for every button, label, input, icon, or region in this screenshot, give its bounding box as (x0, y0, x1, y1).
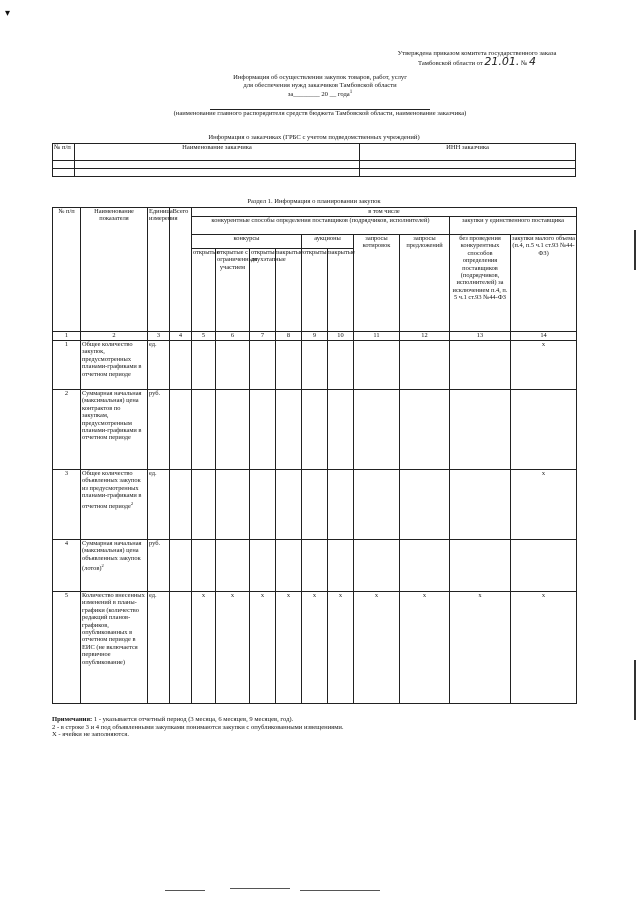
header-num: № п/п (53, 208, 81, 332)
row-footnote-mark: 2 (130, 500, 134, 506)
header-auctions: аукционы (302, 235, 354, 249)
period-footnote-mark: 1 (349, 90, 353, 96)
notes-label: Примечания: (52, 716, 93, 723)
row-indicator (81, 470, 148, 540)
header-single-supplier: закупки у единственного поставщика (450, 217, 577, 235)
header-contest-closed: закрытые (276, 249, 302, 332)
cell-not-filled: x (250, 592, 276, 704)
col-number: 13 (450, 332, 511, 341)
cell-not-filled: x (511, 592, 577, 704)
title-line1: Информация об осуществлении закупок товаров, работ, услуг (233, 74, 407, 81)
col-number: 7 (250, 332, 276, 341)
table-row (53, 540, 577, 592)
row-indicator-text: Общее количество объявленных закупок из предусмотренных планами-графиками в отчетном периоде (82, 470, 142, 510)
col-number: 1 (53, 332, 81, 341)
col-number: 5 (192, 332, 216, 341)
note-1-text: 1 - указывается отчетный период (3 месяца, 6 месяцев, 9 месяцев, год). (93, 716, 294, 723)
row-number: 5 (53, 592, 81, 704)
col-number: 10 (328, 332, 354, 341)
col-number: 14 (511, 332, 577, 341)
cell-not-filled: x (400, 592, 450, 704)
col-number: 6 (216, 332, 250, 341)
cell-not-filled: x (511, 341, 577, 390)
header-quotes: запросы котировок (354, 235, 400, 332)
col-number: 3 (148, 332, 170, 341)
header-including: в том числе (192, 208, 577, 217)
title-line2: для обеспечения нужд заказчиков Тамбовской области (243, 81, 397, 89)
approval-line1: Утверждена приказом комитета государственного заказа (397, 50, 557, 57)
header-proposals: запросы предложений (400, 235, 450, 332)
title-line3 (150, 89, 490, 99)
table-row (53, 592, 577, 704)
scan-edge-mark (634, 230, 636, 270)
note-3: X - ячейки не заполняются. (52, 731, 129, 739)
customers-header-num: № п/п (53, 144, 75, 161)
scan-edge-mark (634, 660, 636, 720)
scan-footer-mark (230, 888, 290, 889)
header-indicator: Наименование показателя (81, 208, 148, 332)
header-competitive: конкурентные способы определения поставщиков (подрядчиков, исполнителей) (192, 217, 450, 235)
customers-table (52, 143, 576, 177)
row-unit: ед. (148, 470, 170, 540)
row-unit: ед. (148, 341, 170, 390)
col-number: 8 (276, 332, 302, 341)
approval-date-prefix: Тамбовской области от (417, 59, 483, 67)
row-number: 4 (53, 540, 81, 592)
cell-not-filled: x (302, 592, 328, 704)
notes-block (52, 716, 572, 739)
header-contest-limited: открытые с ограниченным участием (216, 249, 250, 332)
column-number-row (53, 332, 577, 341)
header-contest-open: открытые (192, 249, 216, 332)
customers-caption: Информация о заказчиках (ГРБС с учетом подведомственных учреждений) (208, 134, 420, 141)
table-row (53, 341, 577, 390)
customers-header-name: Наименование заказчика (75, 144, 360, 161)
header-small-volume: закупки малого объема (п.4, п.5 ч.1 ст.93 №44-ФЗ) (511, 235, 577, 332)
customers-header-row (53, 144, 576, 161)
row-unit: руб. (148, 390, 170, 470)
approval-block (372, 50, 582, 67)
corner-mark: ▾ (5, 8, 11, 19)
period-field: за________ 20 __ года (287, 91, 350, 99)
approval-number-label: № (521, 59, 528, 67)
row-number: 3 (53, 470, 81, 540)
cell-not-filled: x (328, 592, 354, 704)
title-caption: (наименование главного распорядителя средств бюджета Тамбовской области, наименование заказчика) (173, 109, 467, 117)
row-indicator: Количество внесенных изменений в планы-графики (количество редакций планов-графиков, опубликованных в отчетном периоде в ЕИС (не включается первичное опубликование) (81, 592, 148, 704)
approval-handwritten-date: 21.01. (484, 54, 520, 68)
row-indicator: Общее количество закупок, предусмотренных планами-графиками в отчетном периоде (81, 341, 148, 390)
cell-not-filled: x (511, 470, 577, 540)
section1-caption: Раздел 1. Информация о планировании закупок (247, 198, 381, 205)
col-number: 9 (302, 332, 328, 341)
row-footnote-mark: 2 (101, 563, 104, 569)
note-1 (52, 716, 572, 724)
col-number: 2 (81, 332, 148, 341)
document-title (150, 74, 490, 118)
approval-line2 (372, 54, 582, 68)
col-number: 4 (170, 332, 192, 341)
customers-row (53, 169, 576, 177)
cell-not-filled: x (216, 592, 250, 704)
col-number: 11 (354, 332, 400, 341)
header-unit: Единица измерения (148, 208, 170, 332)
cell-not-filled: x (276, 592, 302, 704)
customers-header-inn: ИНН заказчика (360, 144, 576, 161)
col-number: 12 (400, 332, 450, 341)
note-2: 2 - в строке 3 и 4 под объявленными закупками понимаются закупки с опубликованными извещениями. (52, 723, 344, 731)
table-row (53, 470, 577, 540)
scan-footer-mark (300, 890, 380, 891)
header-auction-open: открытые (302, 249, 328, 332)
cell-not-filled: x (192, 592, 216, 704)
row-number: 1 (53, 341, 81, 390)
row-number: 2 (53, 390, 81, 470)
row-unit: руб. (148, 540, 170, 592)
header-total: Всего (170, 208, 192, 332)
row-indicator-text: Суммарная начальная (максимальная) цена объявленных закупок (лотов) (82, 540, 142, 573)
approval-handwritten-number: 4 (529, 54, 536, 68)
header-contest-two-stage: открытые двухэтапные (250, 249, 276, 332)
cell-not-filled: x (450, 592, 511, 704)
table-row (53, 390, 577, 470)
planning-table (52, 207, 577, 704)
customers-row (53, 161, 576, 169)
cell-not-filled: x (354, 592, 400, 704)
header-auction-closed: закрытые (328, 249, 354, 332)
header-contests: конкурсы (192, 235, 302, 249)
row-unit: ед. (148, 592, 170, 704)
row-indicator: Суммарная начальная (максимальная) цена контрактов по закупкам, предусмотренным планами-графиками в отчетном периоде (81, 390, 148, 470)
scan-footer-mark (165, 890, 205, 891)
row-indicator (81, 540, 148, 592)
header-no-competitive: без проведения конкурентных способов определения поставщиков (подрядчиков, исполнителей) за исключением п.4, п. 5 ч.1 ст.93 №44-ФЗ (450, 235, 511, 332)
